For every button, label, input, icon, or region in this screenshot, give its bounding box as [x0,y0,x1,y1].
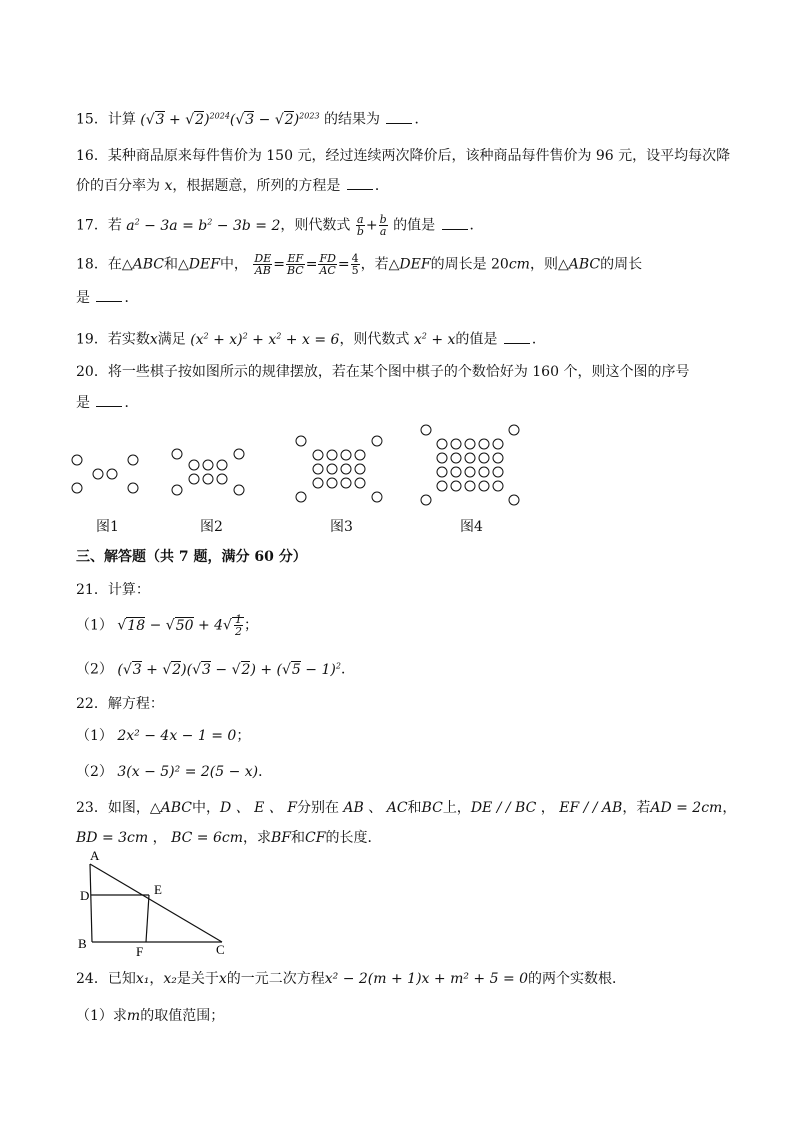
condition: DE / / BC [470,800,537,816]
chess-piece [341,450,351,460]
question-number: 24． [76,971,108,987]
segment: CF [305,830,326,846]
question-text: 某种商品原来每件售价为 150 元，经过连续两次降价后，该种商品每件售价为 96 元，设平均每次降 [107,148,731,164]
question-24-part1 [76,1006,224,1026]
chess-piece [465,453,475,463]
segment: AB [343,800,364,816]
variable: x₂ [163,971,177,987]
chess-piece [421,425,431,435]
segment: AC [386,800,408,816]
segment: BC [421,800,443,816]
condition: $(x^2 + x)^2 + x^2 + x = 6$ [190,331,340,348]
fraction: $\frac{EF}{BC}$ [286,252,304,277]
question-text: 已知 [107,971,136,987]
chess-piece [355,478,365,488]
fraction: $\frac{b}{a}$ [379,213,387,239]
question-text: 和 [407,800,422,816]
punctuation: ， [149,971,164,987]
chess-piece [327,450,337,460]
chess-piece [128,455,138,465]
chess-piece [509,425,519,435]
punctuation: ． [469,217,484,234]
points: D 、 E 、 F [219,800,297,816]
question-text: 将一些棋子按如图所示的规律摆放，若在某个图中棋子的个数恰好为 160 个，则这个图的序号 [107,364,690,380]
question-21-part1 [76,614,258,637]
chess-piece [203,474,213,484]
variable: x [164,178,173,194]
question-23-line1 [76,798,736,818]
part-number: （2） [76,764,113,780]
equation: 3(x − 5)² = 2(5 − x) [117,764,259,780]
figure-label-1: 图1 [96,519,119,535]
question-24 [76,969,626,989]
fraction: $\frac{a}{b}$ [356,213,364,239]
chess-piece [341,478,351,488]
point-label-b: B [78,936,87,951]
question-text: 是关于 [176,971,219,987]
question-text: 计算： [107,582,150,598]
exponent: 2024 [209,111,230,120]
question-text: ，根据题意，所列的方程是 [172,178,341,194]
question-text: ，求 [243,830,271,846]
question-text: ，若△ [360,256,400,273]
chess-piece [465,481,475,491]
part-number: （1） [76,617,113,634]
chess-piece [217,474,227,484]
punctuation: ， [148,830,172,846]
punctuation: ． [258,764,273,780]
punctuation: ． [124,395,139,411]
chess-piece [493,481,503,491]
punctuation: ； [236,728,251,744]
question-number: 18． [76,256,108,273]
question-text: 上， [442,800,471,816]
question-text: 中， [191,800,220,816]
figure-label-3: 图3 [330,519,353,535]
chess-piece [372,492,382,502]
chess-piece [479,439,489,449]
question-text: 如图，△ [107,800,161,816]
question-text: 和△ [163,256,189,273]
chess-piece [493,467,503,477]
chess-piece [296,492,306,502]
question-text: 的长度． [325,830,382,846]
expression: √18 − √50 + 4√ $\frac{1}{2}$ [117,613,242,638]
part-number: （1） [76,728,113,744]
question-text: 中， [219,256,248,273]
chess-piece [72,455,82,465]
point-label-e: E [154,882,162,897]
part-text: （1）求 [76,1008,127,1024]
chess-piece [437,453,447,463]
question-text: 解方程： [107,696,164,712]
fraction: $\frac{DE}{AB}$ [254,252,272,277]
chess-piece [93,469,103,479]
condition: BC = 6cm [171,830,243,846]
chess-piece [313,464,323,474]
chess-piece [189,460,199,470]
question-number: 16． [76,148,108,164]
question-text: 的周长是 20 [430,256,509,273]
punctuation: ． [340,661,355,678]
question-text: 的一元二次方程 [226,971,325,987]
condition: $a^2 - 3a = b^2 - 3b = 2$ [126,217,281,234]
chess-piece [493,439,503,449]
exponent: 2023 [299,111,320,120]
expression: $(√3 + √2)(√3 - √2) + (√5 - 1)^2$ [117,661,341,678]
variable: x [218,971,227,987]
point-label-a: A [90,848,100,863]
chess-piece [296,436,306,446]
question-text: ，则代数式 [339,331,410,348]
chess-piece [313,478,323,488]
chess-piece [107,469,117,479]
chess-piece [327,464,337,474]
part-number: （2） [76,661,113,678]
question-18-line1: 18．在△ABC和△DEF中， $\frac{DE}{AB}$ = $\frac{EF}{BC}$ = $\frac{FD}{AC}$ = $\frac{4}{5}$ ，若△DEF的周长是 20cm，则△ABC的周长 [76,252,643,277]
chess-piece [327,478,337,488]
triangle-name: ABC [132,256,164,273]
punctuation: ． [374,178,389,194]
question-text: 的值是 [455,331,498,348]
question-text: 若 [107,217,122,234]
question-text: 的周长 [600,256,643,273]
condition: AD = 2cm [650,800,723,816]
fraction: $\frac{FD}{AC}$ [319,252,336,277]
chess-piece [509,495,519,505]
question-number: 19． [76,331,108,348]
chess-piece [437,467,447,477]
question-text: 在△ [107,256,133,273]
chess-piece [355,450,365,460]
figure-label-4: 图4 [460,519,483,535]
section-title: 三、解答题（共 7 题，满分 60 分） [76,549,307,565]
punctuation: ， [536,800,560,816]
punctuation: 、 [363,800,387,816]
question-text: ，则△ [529,256,569,273]
chess-piece [234,485,244,495]
question-text: 的两个实数根． [528,971,627,987]
side-ac [90,864,222,942]
chess-piece [479,467,489,477]
chess-piece [437,439,447,449]
question-21 [76,580,150,600]
punctuation: ； [243,617,258,634]
chess-piece [451,453,461,463]
chess-piece [355,464,365,474]
chess-piece [172,449,182,459]
chess-piece [493,453,503,463]
chess-piece [372,436,382,446]
question-text: 计算 [107,111,136,128]
question-22-part1 [76,726,250,746]
chess-piece [479,453,489,463]
equation: 2x² − 4x − 1 = 0 [117,728,237,744]
chess-piece [479,481,489,491]
variable: x [149,331,158,348]
chess-piece [189,474,199,484]
question-number: 15． [76,111,108,128]
punctuation: ． [414,111,429,128]
punctuation: ． [124,290,139,306]
question-text: ，则代数式 [280,217,351,234]
fraction: $\frac{4}{5}$ [351,252,359,277]
chess-piece [234,449,244,459]
question-number: 17． [76,217,108,234]
question-text: 的值是 [393,217,436,234]
chess-piece [465,467,475,477]
question-text: 价的百分率为 [76,178,160,194]
question-text: 分别在 [296,800,339,816]
chess-piece [451,481,461,491]
question-21-part2 [76,656,355,680]
question-text: 的取值范围； [140,1008,225,1024]
equation: x² − 2(m + 1)x + m² + 5 = 0 [324,971,529,987]
question-text: 的结果为 [323,111,380,128]
point-label-d: D [80,888,90,903]
question-22-part2 [76,762,272,782]
segment: BF [271,830,292,846]
chess-piece [451,439,461,449]
triangle-name: ABC [568,256,601,273]
chess-piece [421,495,431,505]
question-23-line2 [76,828,381,848]
chess-piece [341,464,351,474]
expression: $(√3 + √2)^{2024}(√3 - √2)^{2023}$ [140,111,320,128]
question-text: 是 [76,290,90,306]
condition: EF / / AB [559,800,623,816]
chess-piece [313,450,323,460]
point-label-c: C [216,942,225,957]
triangle-name: DEF [399,256,431,273]
unit: cm [508,256,530,273]
chess-piece [203,460,213,470]
question-number: 22． [76,696,108,712]
punctuation: ， [722,800,737,816]
chess-piece [217,460,227,470]
chess-piece [437,481,447,491]
question-text: 满足 [157,331,186,348]
question-number: 21． [76,582,108,598]
point-label-f: F [136,944,144,959]
question-17: 17．若 $a^2 - 3a = b^2 - 3b = 2$，则代数式 $\frac{a}{b}$ + $\frac{b}{a}$ 的值是 ． [76,213,484,239]
punctuation: ． [531,331,546,348]
triangle-name: ABC [160,800,192,816]
triangle-name: DEF [188,256,220,273]
expression: $x^2 + x$ [413,331,456,348]
question-text: ，若 [622,800,651,816]
condition: BD = 3cm [76,830,149,846]
question-number: 20． [76,364,108,380]
chess-piece [172,485,182,495]
question-text: 是 [76,395,90,411]
question-22 [76,694,164,714]
figure-label-2: 图2 [200,519,223,535]
triangle-figure [76,850,256,960]
chess-piece [451,467,461,477]
question-text: 若实数 [107,331,150,348]
chess-piece [72,483,82,493]
variable: m [126,1008,141,1024]
question-number: 23． [76,800,108,816]
question-text: 和 [291,830,306,846]
variable: x₁ [135,971,150,987]
side-ab [90,864,92,942]
chess-piece [465,439,475,449]
segment-ef [146,895,149,942]
chess-piece [128,483,138,493]
